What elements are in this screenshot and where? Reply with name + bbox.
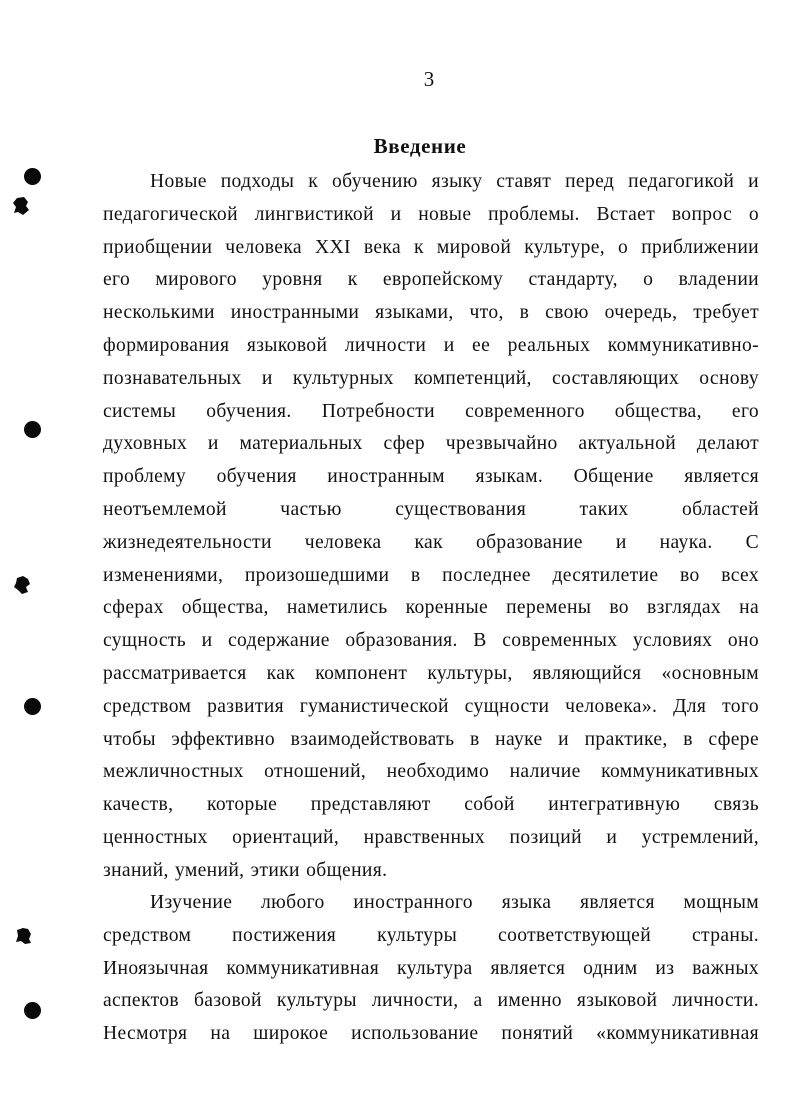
section-heading: Введение — [373, 134, 467, 158]
text-line: Иноязычная коммуникативная культура является одним из важных — [103, 957, 759, 979]
ink-blot-mark — [13, 575, 31, 595]
text-line: качеств, которые представляют собой интегративную связь — [103, 794, 759, 816]
text-line: приобщении человека XXI века к мировой культуре, о приближении — [103, 236, 759, 258]
punch-hole-mark — [24, 168, 41, 185]
ink-blot-mark — [14, 926, 32, 946]
text-line: Несмотря на широкое использование понятий «коммуникативная — [103, 1023, 759, 1045]
text-line: чтобы эффективно взаимодействовать в науке и практике, в сфере — [103, 728, 759, 750]
ink-blot-mark — [12, 196, 30, 216]
text-line: неотъемлемой частью существования таких областей — [103, 498, 759, 520]
text-line: знаний, умений, этики общения. — [103, 859, 388, 881]
text-line: проблему обучения иностранным языкам. Общение является — [103, 466, 759, 488]
text-line: Новые подходы к обучению языку ставят перед педагогикой и — [150, 171, 759, 192]
punch-hole-mark — [24, 698, 41, 715]
text-line: его мирового уровня к европейскому стандарту, о владении — [103, 269, 759, 291]
text-line: сущность и содержание образования. В современных условиях оно — [103, 630, 759, 652]
punch-hole-mark — [24, 1002, 41, 1019]
punch-hole-mark — [24, 421, 41, 438]
text-line: формирования языковой личности и ее реальных коммуникативно- — [103, 334, 759, 356]
text-line: системы обучения. Потребности современного общества, его — [103, 400, 759, 422]
text-line: жизнедеятельности человека как образование и наука. С — [103, 531, 759, 553]
text-line: рассматривается как компонент культуры, являющийся «основным — [103, 662, 759, 684]
text-line: средством развития гуманистической сущности человека». Для того — [103, 695, 759, 717]
text-line: Изучение любого иностранного языка является мощным — [150, 892, 759, 913]
paragraph-1 — [103, 166, 759, 888]
paragraph-2 — [103, 887, 759, 1051]
text-line: ценностных ориентаций, нравственных позиций и устремлений, — [103, 826, 759, 848]
text-line: изменениями, произошедшими в последнее десятилетие во всех — [103, 564, 759, 586]
text-line: межличностных отношений, необходимо наличие коммуникативных — [103, 761, 759, 783]
text-line: аспектов базовой культуры личности, а именно языковой личности. — [103, 990, 759, 1012]
text-line: несколькими иностранными языками, что, в свою очередь, требует — [103, 302, 759, 324]
text-line: познавательных и культурных компетенций, составляющих основу — [103, 367, 759, 389]
page-number: 3 — [423, 67, 435, 91]
text-line: средством постижения культуры соответствующей страны. — [103, 924, 759, 946]
text-line: сферах общества, наметились коренные перемены во взглядах на — [103, 597, 759, 619]
text-line: духовных и материальных сфер чрезвычайно актуальной делают — [103, 433, 759, 455]
text-line: педагогической лингвистикой и новые проблемы. Встает вопрос о — [103, 203, 759, 225]
